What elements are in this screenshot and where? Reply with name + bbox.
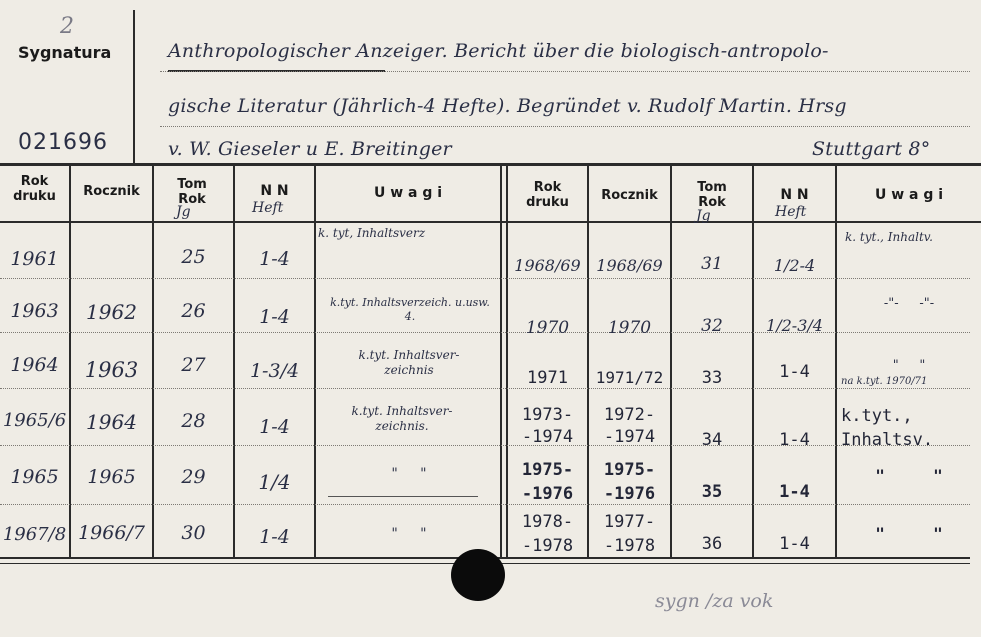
header-rok-druku: Rok druku [13, 174, 56, 204]
left-row-3-tom: 27 [181, 354, 206, 376]
right-row-3-rocznik: 1971/72 [595, 368, 664, 387]
header-nn-note: Heft [252, 200, 284, 216]
place-of-publication: Stuttgart 8° [812, 138, 931, 160]
right-row-1-tom: 31 [701, 254, 723, 274]
right-row-5-tom: 35 [701, 482, 723, 502]
card-number: 021696 [18, 130, 108, 155]
left-row-3-uwagi: k.tyt. Inhaltsver-zeichnis [358, 348, 460, 377]
right-row-2-tom: 32 [701, 316, 723, 336]
right-row-2-nn: 1/2-3/4 [766, 316, 823, 335]
header-rocznik: Rocznik [83, 184, 140, 199]
right-row-3-uwagi-note: na k.tyt. 1970/71 [841, 376, 928, 387]
ruled-line [160, 71, 970, 72]
left-row-4-uwagi: k.tyt. Inhaltsver-zeichnis. [351, 404, 453, 433]
right-row-1-uwagi: k. tyt., Inhaltv. [845, 230, 933, 244]
center-divider [500, 166, 502, 558]
left-row-5-tom: 29 [181, 466, 206, 488]
title-line-1: Anthropologischer Anzeiger. Bericht über die biologisch-antropolo- [168, 40, 829, 62]
right-row-6-rocznik: 1977- -1978 [603, 512, 656, 556]
left-row-2-tom: 26 [181, 300, 206, 322]
right-row-1-rocznik: 1968/69 [596, 256, 663, 275]
header-tom-note: Jg [176, 204, 191, 220]
right-row-4-rok: 1973- -1974 [521, 405, 574, 447]
right-row-4-nn: 1-4 [779, 430, 810, 450]
left-row-1-rok: 1961 [10, 248, 59, 270]
right-row-3-uwagi: " " [892, 358, 926, 373]
left-row-5-rok: 1965 [10, 466, 59, 488]
header-rocznik-right: Rocznik [601, 188, 658, 203]
column-header-rule [0, 221, 981, 223]
right-row-6-uwagi: " " [875, 524, 943, 543]
header-tom-note-right: Jg [696, 208, 711, 224]
right-row-1-nn: 1/2-4 [773, 256, 816, 275]
left-row-2-rok: 1963 [10, 300, 59, 322]
left-row-1-nn: 1-4 [259, 248, 290, 270]
left-row-2-uwagi: k.tyt. Inhaltsverzeich. u.usw. 4. [330, 296, 490, 323]
small-mark: 2 [60, 14, 74, 39]
left-row-2-rocznik: 1962 [86, 300, 137, 324]
right-row-4-rocznik: 1972- -1974 [603, 405, 656, 447]
right-row-5-uwagi: " " [875, 466, 943, 485]
right-row-6-nn: 1-4 [779, 534, 810, 554]
right-row-5-rocznik: 1975- -1976 [603, 460, 656, 504]
right-row-5-rok: 1975- -1976 [521, 460, 574, 504]
row-rule [0, 388, 970, 389]
title-line-3: v. W. Gieseler u E. Breitinger [168, 138, 452, 160]
right-row-2-rocznik: 1970 [607, 318, 652, 338]
punch-hole [451, 549, 505, 601]
left-row-6-uwagi: " " [391, 526, 427, 542]
right-row-2-rok: 1970 [525, 318, 570, 338]
signature-divider [133, 10, 135, 165]
header-uwagi: U w a g i [373, 185, 443, 201]
uwagi-underline [328, 496, 478, 497]
row-rule [0, 278, 970, 279]
header-rule [0, 163, 981, 166]
right-row-4-uwagi: k.tyt., Inhaltsv. [841, 406, 934, 450]
right-row-4-tom: 34 [701, 430, 723, 450]
right-row-5-nn: 1-4 [779, 482, 810, 502]
right-row-6-tom: 36 [701, 534, 723, 554]
ruled-line [160, 126, 970, 127]
header-nn: N N [260, 183, 289, 199]
left-row-6-tom: 30 [181, 522, 206, 544]
header-tom-rok-right: Tom Rok [697, 180, 727, 210]
left-row-3-nn: 1-3/4 [249, 360, 300, 382]
left-row-4-rocznik: 1964 [86, 410, 137, 434]
left-row-6-nn: 1-4 [259, 526, 290, 548]
header-rok-druku-right: Rok druku [526, 180, 569, 210]
right-row-3-rok: 1971 [527, 368, 568, 388]
sygnatura-label: Sygnatura [18, 43, 112, 62]
header-nn-note-right: Heft [775, 204, 807, 220]
header-tom-rok: Tom Rok [177, 177, 207, 207]
left-row-3-rok: 1964 [10, 354, 59, 376]
right-row-2-uwagi: -"- -"- [883, 296, 935, 311]
footer-pencil-note: sygn /za vok [655, 590, 774, 612]
left-row-2-nn: 1-4 [259, 306, 290, 328]
header-nn-right: N N [780, 187, 809, 203]
left-row-5-uwagi: " " [391, 466, 427, 482]
right-row-6-rok: 1978- -1978 [521, 512, 574, 556]
right-row-3-tom: 33 [701, 368, 723, 388]
left-row-3-rocznik: 1963 [84, 358, 139, 382]
left-row-1-uwagi: k. tyt, Inhaltsverz [318, 226, 426, 240]
row-rule [0, 504, 970, 505]
left-row-6-rocznik: 1966/7 [78, 522, 145, 544]
left-row-5-rocznik: 1965 [87, 466, 136, 488]
title-line-2: gische Literatur (Jährlich-4 Hefte). Begründet v. Rudolf Martin. Hrsg [168, 95, 847, 117]
header-uwagi-right: U w a g i [874, 187, 944, 203]
left-row-6-rok: 1967/8 [2, 524, 67, 545]
left-row-4-nn: 1-4 [259, 416, 290, 438]
left-row-4-tom: 28 [181, 410, 206, 432]
left-row-4-rok: 1965/6 [2, 410, 67, 431]
left-row-5-nn: 1/4 [258, 470, 291, 494]
left-row-1-tom: 25 [181, 246, 206, 268]
right-row-3-nn: 1-4 [779, 362, 810, 382]
column-divider [314, 166, 316, 558]
right-row-1-rok: 1968/69 [514, 256, 581, 275]
